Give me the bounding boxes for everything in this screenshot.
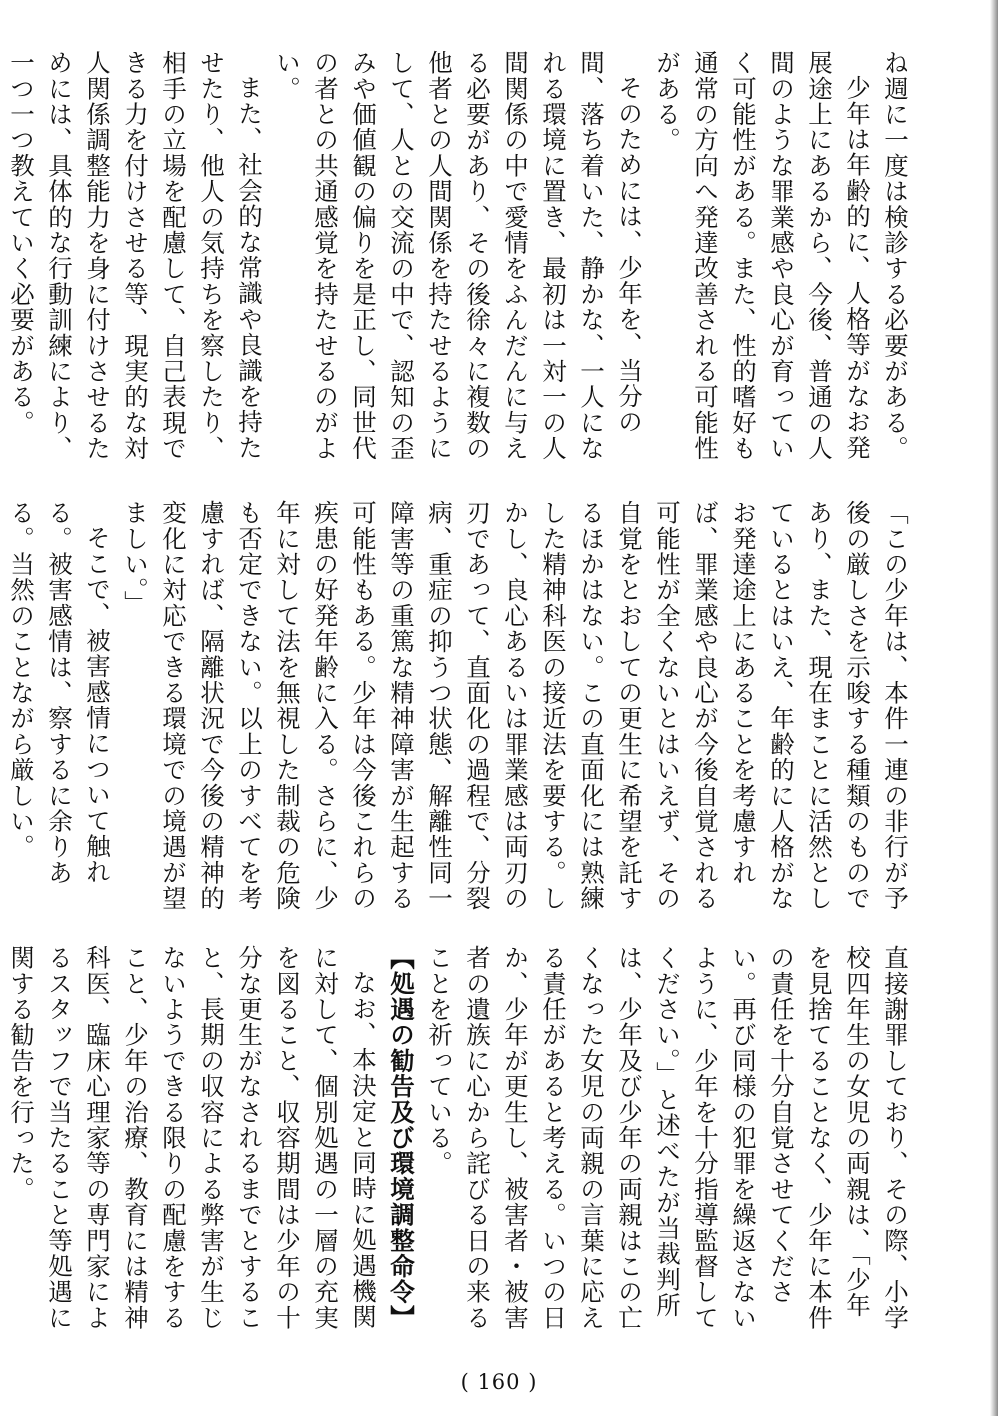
paragraph: ね週に一度は検診する必要がある。 [881,50,910,462]
section-heading: 【処遇の勧告及び環境調整命令】 [387,945,416,1331]
paragraph: そのためには、少年を、当分の間、落ち着いた、静かな、一人になれる環境に置き、最初は一対一の人間関係の中で愛情をふんだんに与える必要があり、その後徐々に複数の他者との人間関係を持たせるようにして、人との交流の中で、認知の歪みや価値観の偏りを是正し、同世代の者との共通感覚を持たせるのがよい。 [273,50,644,462]
text-block-bottom [7,945,914,1335]
paragraph [0,50,2,480]
quoted-paragraph: 「この少年は、本件一連の非行が予後の厳しさを示唆する種類のものであり、また、現在まことに活然としているとはいえ、年齢的に人格がなお発達途上にあることを考慮すれば、罪業感や良心が今後自覚される可能性が全くないとはいえず、その自覚をとおしての更生に希望を託するほかはない。この直面化には熟練した精神科医の接近法を要する。しかし、良心あるいは罪業感は両刃の刃であって、直面化の過程で、分裂病、重症の抑うつ状態、解離性同一障害等の重篤な精神障害が生起する可能性もある。少年は今後これらの疾患の好発年齢に入る。さらに、少年に対して法を無視した制裁の危険も否定できない。以上のすべてを考慮すれば、隔離状況で今後の精神的変化に対応できる環境での境遇が望ましい。」 [121,500,910,912]
paragraph [0,945,2,1335]
paragraph: また、社会的な常識や良識を持たせたり、他人の気持ちを察したり、相手の立場を配慮して、自己表現できる力を付けさせる等、現実的な対人関係調整能力を身に付けさせるためには、具体的な行動訓練により、一つ一つ教えていく必要がある。 [7,50,264,462]
page-binding-edge [990,0,998,1416]
paragraph [0,500,2,930]
text-block-middle [7,500,914,930]
paragraph: 直接謝罪しており、その際、小学校四年生の女児の両親は、「少年を見捨てることなく、少年に本件の責任を十分自覚させてください。再び同様の犯罪を繰返さないように、少年を十分指導監督してください。」と述べたが当裁判所は、少年及び少年の両親はこの亡くなった女児の両親の言葉に応える責任があると考える。いつの日か、少年が更生し、被害者・被害者の遺族に心から詫びる日の来ることを祈っている。 [425,945,910,1331]
text-block-top [7,50,914,480]
paragraph: 少年は年齢的に、人格等がなお発展途上にあるから、今後、普通の人間のような罪業感や良心が育っていく可能性がある。また、性的嗜好も通常の方向へ発達改善される可能性がある。 [653,50,872,462]
page-number: ( 160 ) [460,1370,538,1394]
paragraph: そこで、被害感情について触れる。被害感情は、察するに余りある。当然のことながら厳しい。 [7,500,112,886]
paragraph: なお、本決定と同時に処遇機関に対して、個別処遇の一層の充実を図ること、収容期間は少年の十分な更生がなされるまでとすること、長期の収容による弊害が生じないようできる限りの配慮をすること、少年の治療、教育には精神科医、臨床心理家等の専門家によるスタッフで当たること等処遇に関する勧告を行った。 [7,945,378,1331]
